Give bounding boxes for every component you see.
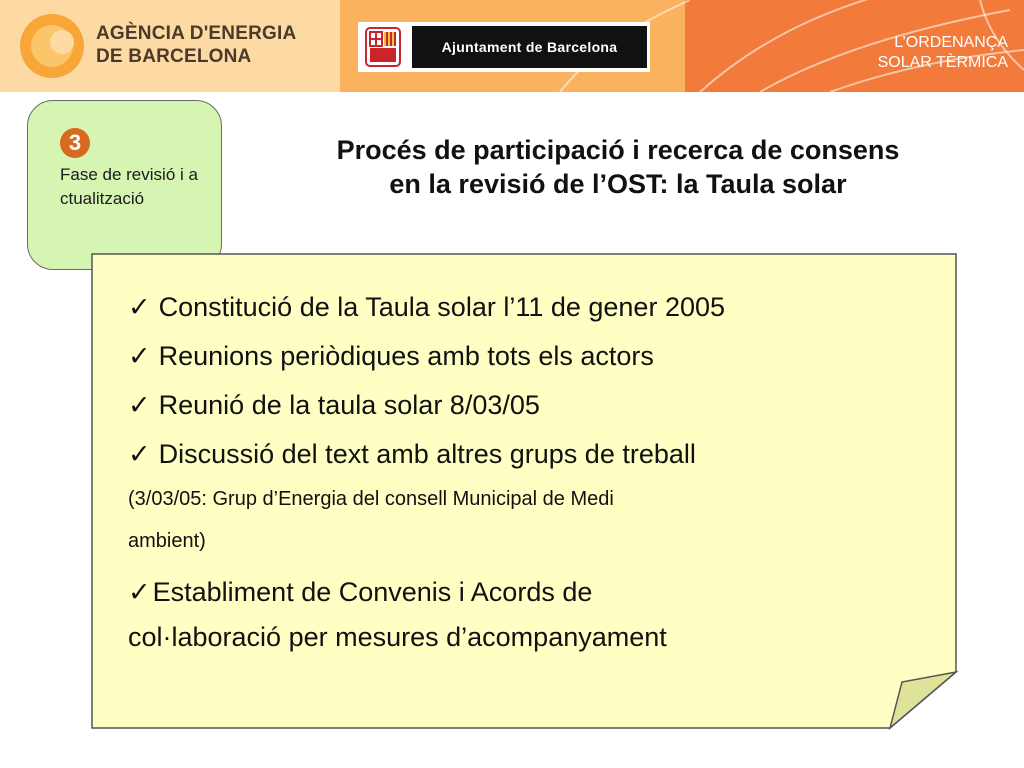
phase-label: Fase de revisió i actualització — [60, 165, 198, 208]
checkmark-icon: ✓ — [128, 439, 151, 469]
slide-title — [240, 133, 996, 201]
list-item-text-continued: col·laboració per mesures d’acompanyament — [128, 622, 667, 652]
subnote-line1: (3/03/05: Grup d’Energia del consell Municipal de Medi — [128, 488, 614, 510]
city-council-label-box — [412, 26, 647, 68]
city-crest-icon — [364, 26, 402, 68]
agency-name-line1: AGÈNCIA D'ENERGIA — [96, 23, 297, 44]
list-item-text: Reunions periòdiques amb tots els actors — [158, 341, 654, 371]
subnote-line2: ambient) — [128, 530, 206, 552]
checkmark-icon: ✓ — [128, 292, 151, 322]
ordinance-title-line1: L’ORDENANÇA — [894, 34, 1008, 51]
agency-name-line2: DE BARCELONA — [96, 46, 252, 67]
list-item — [128, 437, 928, 471]
phase-number: 3 — [60, 128, 90, 158]
header-banner — [0, 0, 1024, 92]
list-item — [128, 290, 928, 324]
agency-name — [96, 22, 296, 68]
list-item — [128, 570, 928, 660]
list-item — [128, 388, 928, 422]
ordinance-title — [878, 33, 1008, 73]
list-item-text: Reunió de la taula solar 8/03/05 — [158, 390, 540, 420]
list-item-text: Establiment de Convenis i Acords de — [152, 577, 593, 607]
list-item-subnote — [128, 478, 928, 562]
agency-sun-logo-icon — [18, 12, 86, 80]
list-item-text: Discussió del text amb altres grups de treball — [158, 439, 696, 469]
note-content — [128, 290, 928, 660]
ordinance-title-line2: SOLAR TÈRMICA — [877, 54, 1008, 71]
checkmark-icon: ✓ — [128, 577, 151, 607]
checkmark-icon: ✓ — [128, 341, 151, 371]
checkmark-icon: ✓ — [128, 390, 151, 420]
list-item-text: Constitució de la Taula solar l’11 de gener 2005 — [158, 292, 726, 322]
list-item — [128, 339, 928, 373]
city-council-label: Ajuntament de Barcelona — [441, 39, 618, 55]
slide-title-line2: en la revisió de l’OST: la Taula solar — [389, 169, 847, 199]
slide-title-line1: Procés de participació i recerca de consens — [336, 135, 900, 165]
